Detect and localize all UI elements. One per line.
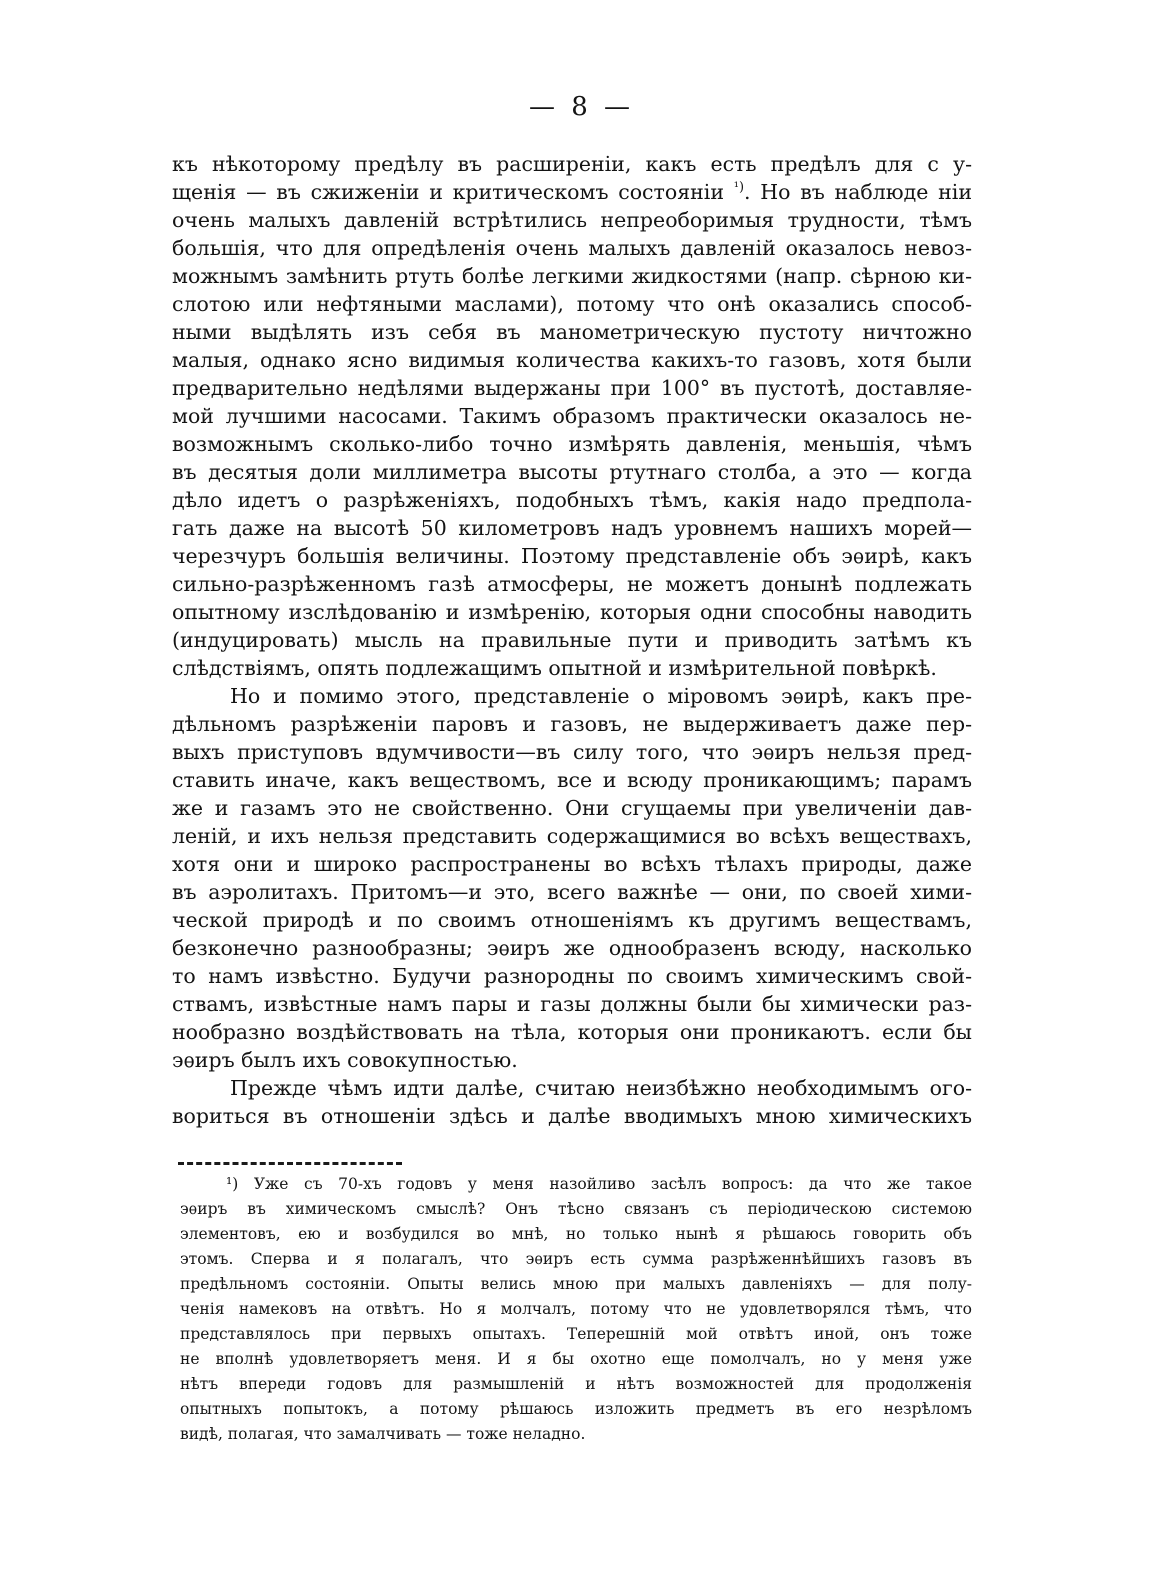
text-line: эѳиръ былъ ихъ совокупностью. bbox=[172, 1048, 518, 1072]
text-line: безконечно разнообразны; эѳиръ же однообразенъ всюду, насколько bbox=[172, 936, 972, 960]
text-line: нообразно воздѣйствовать на тѣла, которыя они проникаютъ. если бы bbox=[172, 1020, 972, 1044]
text-line: хотя они и широко распространены во всѣхъ тѣлахъ природы, даже bbox=[172, 852, 972, 876]
text-line: мой лучшими насосами. Такимъ образомъ практически оказалось не- bbox=[172, 404, 972, 428]
text-line: (индуцировать) мысль на правильные пути и приводить затѣмъ къ bbox=[172, 628, 972, 652]
text-line: ствамъ, извѣстные намъ пары и газы должны были бы химически раз- bbox=[172, 992, 972, 1016]
text-line: то намъ извѣстно. Будучи разнородны по своимъ химическимъ свой- bbox=[172, 964, 972, 988]
text-line: слотою или нефтяными маслами), потому что онѣ оказались способ- bbox=[172, 292, 972, 316]
text-line: ческой природѣ и по своимъ отношеніямъ къ другимъ веществамъ, bbox=[172, 908, 972, 932]
text-line: малыя, однако ясно видимыя количества какихъ-то газовъ, хотя были bbox=[172, 348, 972, 372]
footnote-line: представлялось при первыхъ опытахъ. Теперешній мой отвѣтъ иной, онъ тоже bbox=[180, 1325, 972, 1343]
text-line: въ десятыя доли миллиметра высоты ртутнаго столба, а это — когда bbox=[172, 460, 972, 484]
text-line: Но и помимо этого, представленіе о міровомъ эѳирѣ, какъ пре- bbox=[230, 684, 972, 708]
text-line: можнымъ замѣнить ртуть болѣе легкими жидкостями (напр. сѣрною ки- bbox=[172, 264, 972, 288]
footnote-line: элементовъ, ею и возбудился во мнѣ, но только нынѣ я рѣшаюсь говорить объ bbox=[180, 1225, 972, 1243]
text-line: Прежде чѣмъ идти далѣе, считаю неизбѣжно необходимымъ ого- bbox=[230, 1076, 972, 1100]
footnote-line: эѳиръ въ химическомъ смыслѣ? Онъ тѣсно связанъ съ періодическою системою bbox=[180, 1200, 972, 1218]
text-line: выхъ приступовъ вдумчивости—въ силу того, что эѳиръ нельзя пред- bbox=[172, 740, 972, 764]
body-text bbox=[172, 150, 972, 1130]
text-line: сильно-разрѣженномъ газѣ атмосферы, не можетъ донынѣ подлежать bbox=[172, 572, 972, 596]
text-line: большія, что для опредѣленія очень малыхъ давленій оказалось невоз- bbox=[172, 236, 972, 260]
text-line: слѣдствіямъ, опять подлежащимъ опытной и измѣрительной повѣркѣ. bbox=[172, 656, 937, 680]
text-line: ставить иначе, какъ веществомъ, все и всюду проникающимъ; парамъ bbox=[172, 768, 972, 792]
text-line: очень малыхъ давленій встрѣтились непреоборимыя трудности, тѣмъ bbox=[172, 208, 972, 232]
footnote-line: предѣльномъ состояніи. Опыты велись мною при малыхъ давленіяхъ — для полу- bbox=[180, 1275, 972, 1293]
text-line: дѣло идетъ о разрѣженіяхъ, подобныхъ тѣмъ, какія надо предпола- bbox=[172, 488, 972, 512]
text-line: ными выдѣлять изъ себя въ манометрическую пустоту ничтожно bbox=[172, 320, 972, 344]
page-number: — 8 — bbox=[528, 92, 635, 122]
text-line: вориться въ отношеніи здѣсь и далѣе вводимыхъ мною химическихъ bbox=[172, 1104, 972, 1128]
footnote-line: этомъ. Сперва и я полагалъ, что эѳиръ есть сумма разрѣженнѣйшихъ газовъ въ bbox=[180, 1250, 972, 1268]
text-segment: щенія — въ сжиженіи и критическомъ состояніи bbox=[172, 180, 734, 204]
footnote-divider bbox=[178, 1162, 402, 1165]
footnote-line: ¹) Уже съ 70-хъ годовъ у меня назойливо засѣлъ вопросъ: да что же такое bbox=[226, 1175, 972, 1193]
text-line bbox=[172, 178, 972, 206]
footnote-line: ченія намековъ на отвѣтъ. Но я молчалъ, потому что не удовлетворялся тѣмъ, что bbox=[180, 1300, 972, 1318]
text-line: черезчуръ большія величины. Поэтому представленіе объ эѳирѣ, какъ bbox=[172, 544, 972, 568]
text-segment: . Но въ наблюде ніи bbox=[744, 180, 972, 204]
footnote bbox=[180, 1172, 972, 1447]
text-line: предварительно недѣлями выдержаны при 100° въ пустотѣ, доставляе- bbox=[172, 376, 972, 400]
text-line: опытному изслѣдованію и измѣренію, которыя одни способны наводить bbox=[172, 600, 972, 624]
text-line: въ аэролитахъ. Притомъ—и это, всего важнѣе — они, по своей хими- bbox=[172, 880, 972, 904]
footnote-line: видѣ, полагая, что замалчивать — тоже неладно. bbox=[180, 1425, 586, 1443]
text-line: гать даже на высотѣ 50 километровъ надъ уровнемъ нашихъ морей— bbox=[172, 516, 972, 540]
footnote-line: нѣтъ впереди годовъ для размышленій и нѣтъ возможностей для продолженія bbox=[180, 1375, 972, 1393]
footnote-line: не вполнѣ удовлетворяетъ меня. И я бы охотно еще помолчалъ, но у меня уже bbox=[180, 1350, 972, 1368]
text-line: дѣльномъ разрѣженіи паровъ и газовъ, не выдерживаетъ даже пер- bbox=[172, 712, 972, 736]
footnote-line: опытныхъ попытокъ, а потому рѣшаюсь изложить предметъ въ его незрѣломъ bbox=[180, 1400, 972, 1418]
text-line: леній, и ихъ нельзя представить содержащимися во всѣхъ веществахъ, bbox=[172, 824, 972, 848]
footnote-reference[interactable]: ¹) bbox=[733, 180, 745, 196]
text-line: возможнымъ сколько-либо точно измѣрять давленія, меньшія, чѣмъ bbox=[172, 432, 972, 456]
text-line: къ нѣкоторому предѣлу въ расширеніи, какъ есть предѣлъ для с у- bbox=[172, 152, 972, 176]
text-line: же и газамъ это не свойственно. Они сгущаемы при увеличеніи дав- bbox=[172, 796, 972, 820]
